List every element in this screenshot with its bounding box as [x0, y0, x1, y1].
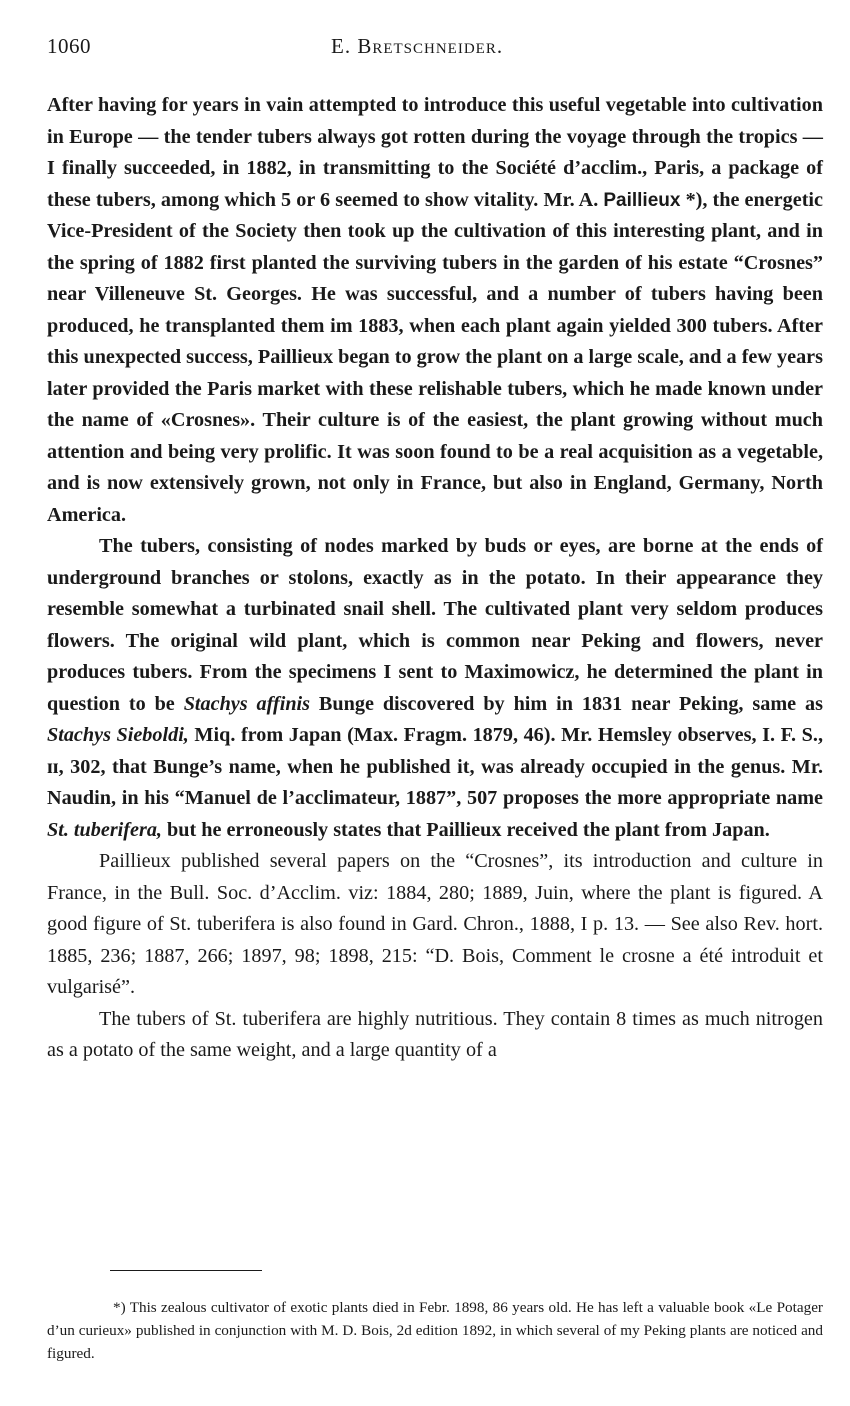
paragraph-1-text-b: *), the energetic Vice-President of the Society then took up the cultivation of this interesting plant, and in the spring of 1882 first planted the surviving tubers in the garden of his estate “Crosnes” near Villeneuve St. Georges. He was successful, and a number of tubers having been produced, he transplanted them im 1883, when each plant again yielded 300 tubers. After this unexpected success, Paillieux began to grow the plant on a large scale, and a few years later provided the Paris market with these relishable tubers, which he made known under the name of «Crosnes». Their culture is of the easiest, the plant growing without much attention and being very prolific. It was soon found to be a real acquisition as a vegetable, and is now extensively grown, not only in France, but also in England, Germany, North America. — [47, 188, 823, 526]
paragraph-2-text-b: Bunge discovered by him in 1831 near Peking, same as — [310, 692, 823, 715]
paragraph-2-text-d: but he erroneously states that Paillieux received the plant from Japan. — [161, 818, 770, 841]
running-title: E. Bretschneider. — [331, 34, 504, 58]
person-name-paillieux: Paillieux — [603, 189, 681, 211]
species-name-stachys-sieboldi: Stachys Sieboldi, — [47, 724, 189, 746]
species-name-stachys-affinis: Stachys affinis — [183, 692, 311, 715]
paragraph-3: Paillieux published several papers on the “Crosnes”, its introduction and culture in France, in the Bull. Soc. d’Acclim. viz: 1884, 280; 1889, Juin, where the plant is figured. A good figure of St. tuberifera is also found in Gard. Chron., 1888, I p. 13. — See also Rev. hort. 1885, 236; 1887, 266; 1897, 98; 1898, 215: “D. Bois, Comment le crosne a été introduit et vulgarisé”. — [47, 850, 823, 998]
paragraph-4: The tubers of St. tuberifera are highly nutritious. They contain 8 times as much nitrogen as a potato of the same weight, and a large quantity of a — [47, 1007, 823, 1061]
paragraph-1 — [47, 90, 823, 531]
running-head — [47, 34, 823, 66]
page — [47, 34, 823, 1067]
footnote-divider — [110, 1270, 262, 1271]
paragraph-2 — [47, 531, 823, 846]
footnote: *) This zealous cultivator of exotic plants died in Febr. 1898, 86 years old. He has left a valuable book «Le Potager d’un curieux» published in conjunction with M. D. Bois, 2d edition 1892, in which several of my Peking plants are noticed and figured. — [47, 1299, 823, 1363]
page-number: 1060 — [47, 34, 91, 58]
paragraph-1-text-a: After having for years in vain attempted to introduce this useful vegetable into cultivation in Europe — the tender tubers always got rotten during the voyage through the tropics — I finally succeeded, in 1882, in transmitting to the Société d’acclim., Paris, a package of these tubers, among which 5 or 6 seemed to show vitality. Mr. A. — [47, 94, 823, 211]
body-text — [47, 90, 823, 1067]
paragraph-2-text-a: The tubers, consisting of nodes marked by buds or eyes, are borne at the ends of underground branches or stolons, exactly as in the potato. In their appearance they resemble somewhat a turbinated snail shell. The cultivated plant very seldom produces flowers. The original wild plant, which is common near Peking and flowers, never produces tubers. From the specimens I sent to Maximowicz, he determined the plant in question to be — [47, 535, 823, 715]
paragraph-2-text-c: Miq. from Japan (Max. Fragm. 1879, 46). Mr. Hemsley observes, I. F. S., ɪɪ, 302, that Bunge’s name, when he published it, was already occupied in the genus. Mr. Naudin, in his “Manuel de l’acclimateur, 1887”, 507 proposes the more appropriate name — [47, 724, 824, 809]
species-name-st-tuberifera: St. tuberifera, — [47, 818, 162, 841]
